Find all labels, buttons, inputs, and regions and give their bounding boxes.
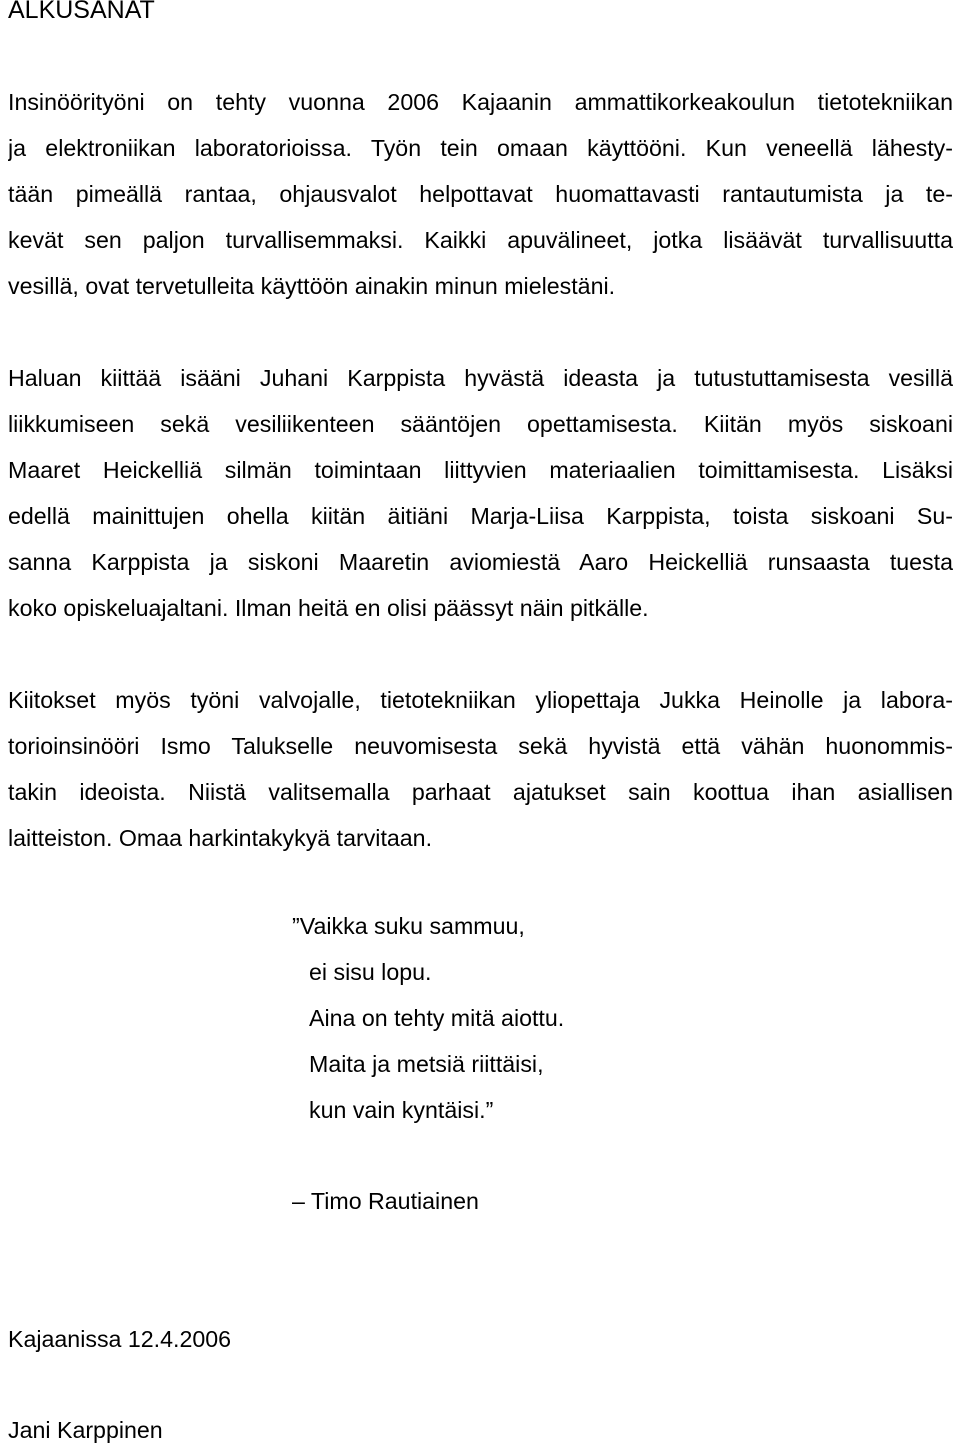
poem-quote — [292, 903, 564, 1133]
text-line: koko opiskeluajaltani. Ilman heitä en olisi päässyt näin pitkälle. — [8, 595, 649, 621]
text-line: laitteiston. Omaa harkintakykyä tarvitaan. — [8, 825, 433, 851]
poem-line: ”Vaikka suku sammuu, — [292, 913, 525, 939]
text-line: liikkumiseen sekä vesiliikenteen sääntöjen opettamisesta. Kiitän myös siskoani — [8, 411, 953, 437]
text-line: ja elektroniikan laboratorioissa. Työn tein omaan käyttööni. Kun veneellä lähesty- — [8, 135, 953, 161]
paragraph-1 — [8, 79, 953, 309]
text-line: torioinsinööri Ismo Talukselle neuvomisesta sekä hyvistä että vähän huonommis- — [8, 733, 953, 759]
text-line: takin ideoista. Niistä valitsemalla parhaat ajatukset sain koottua ihan asiallisen — [8, 779, 953, 805]
poem-author: – Timo Rautiainen — [292, 1188, 479, 1214]
text-line: tään pimeällä rantaa, ohjausvalot helpottavat huomattavasti rantautumista ja te- — [8, 181, 953, 207]
signer-name: Jani Karppinen — [8, 1417, 163, 1443]
text-line: Insinöörityöni on tehty vuonna 2006 Kajaanin ammattikorkeakoulun tietotekniikan — [8, 89, 953, 115]
poem-line: Aina on tehty mitä aiottu. — [309, 1005, 565, 1031]
text-line: vesillä, ovat tervetulleita käyttöön ainakin minun mielestäni. — [8, 273, 616, 299]
text-line: sanna Karppista ja siskoni Maaretin aviomiestä Aaro Heickelliä runsaasta tuesta — [8, 549, 953, 575]
text-line: kevät sen paljon turvallisemmaksi. Kaikki apuvälineet, jotka lisäävät turvallisuutta — [8, 227, 953, 253]
poem-line: ei sisu lopu. — [309, 959, 432, 985]
poem-line: Maita ja metsiä riittäisi, — [309, 1051, 544, 1077]
text-line: Kiitokset myös työni valvojalle, tietotekniikan yliopettaja Jukka Heinolle ja labora- — [8, 687, 953, 713]
text-line: Haluan kiittää isääni Juhani Karppista hyvästä ideasta ja tutustuttamisesta vesillä — [8, 365, 953, 391]
paragraph-2 — [8, 355, 953, 631]
page-title: ALKUSANAT — [8, 0, 155, 24]
place-date: Kajaanissa 12.4.2006 — [8, 1326, 232, 1352]
paragraph-3 — [8, 677, 953, 861]
text-line: Maaret Heickelliä silmän toimintaan liittyvien materiaalien toimittamisesta. Lisäksi — [8, 457, 953, 483]
text-line: edellä mainittujen ohella kiitän äitiäni Marja-Liisa Karppista, toista siskoani Su- — [8, 503, 953, 529]
poem-line: kun vain kyntäisi.” — [309, 1097, 494, 1123]
